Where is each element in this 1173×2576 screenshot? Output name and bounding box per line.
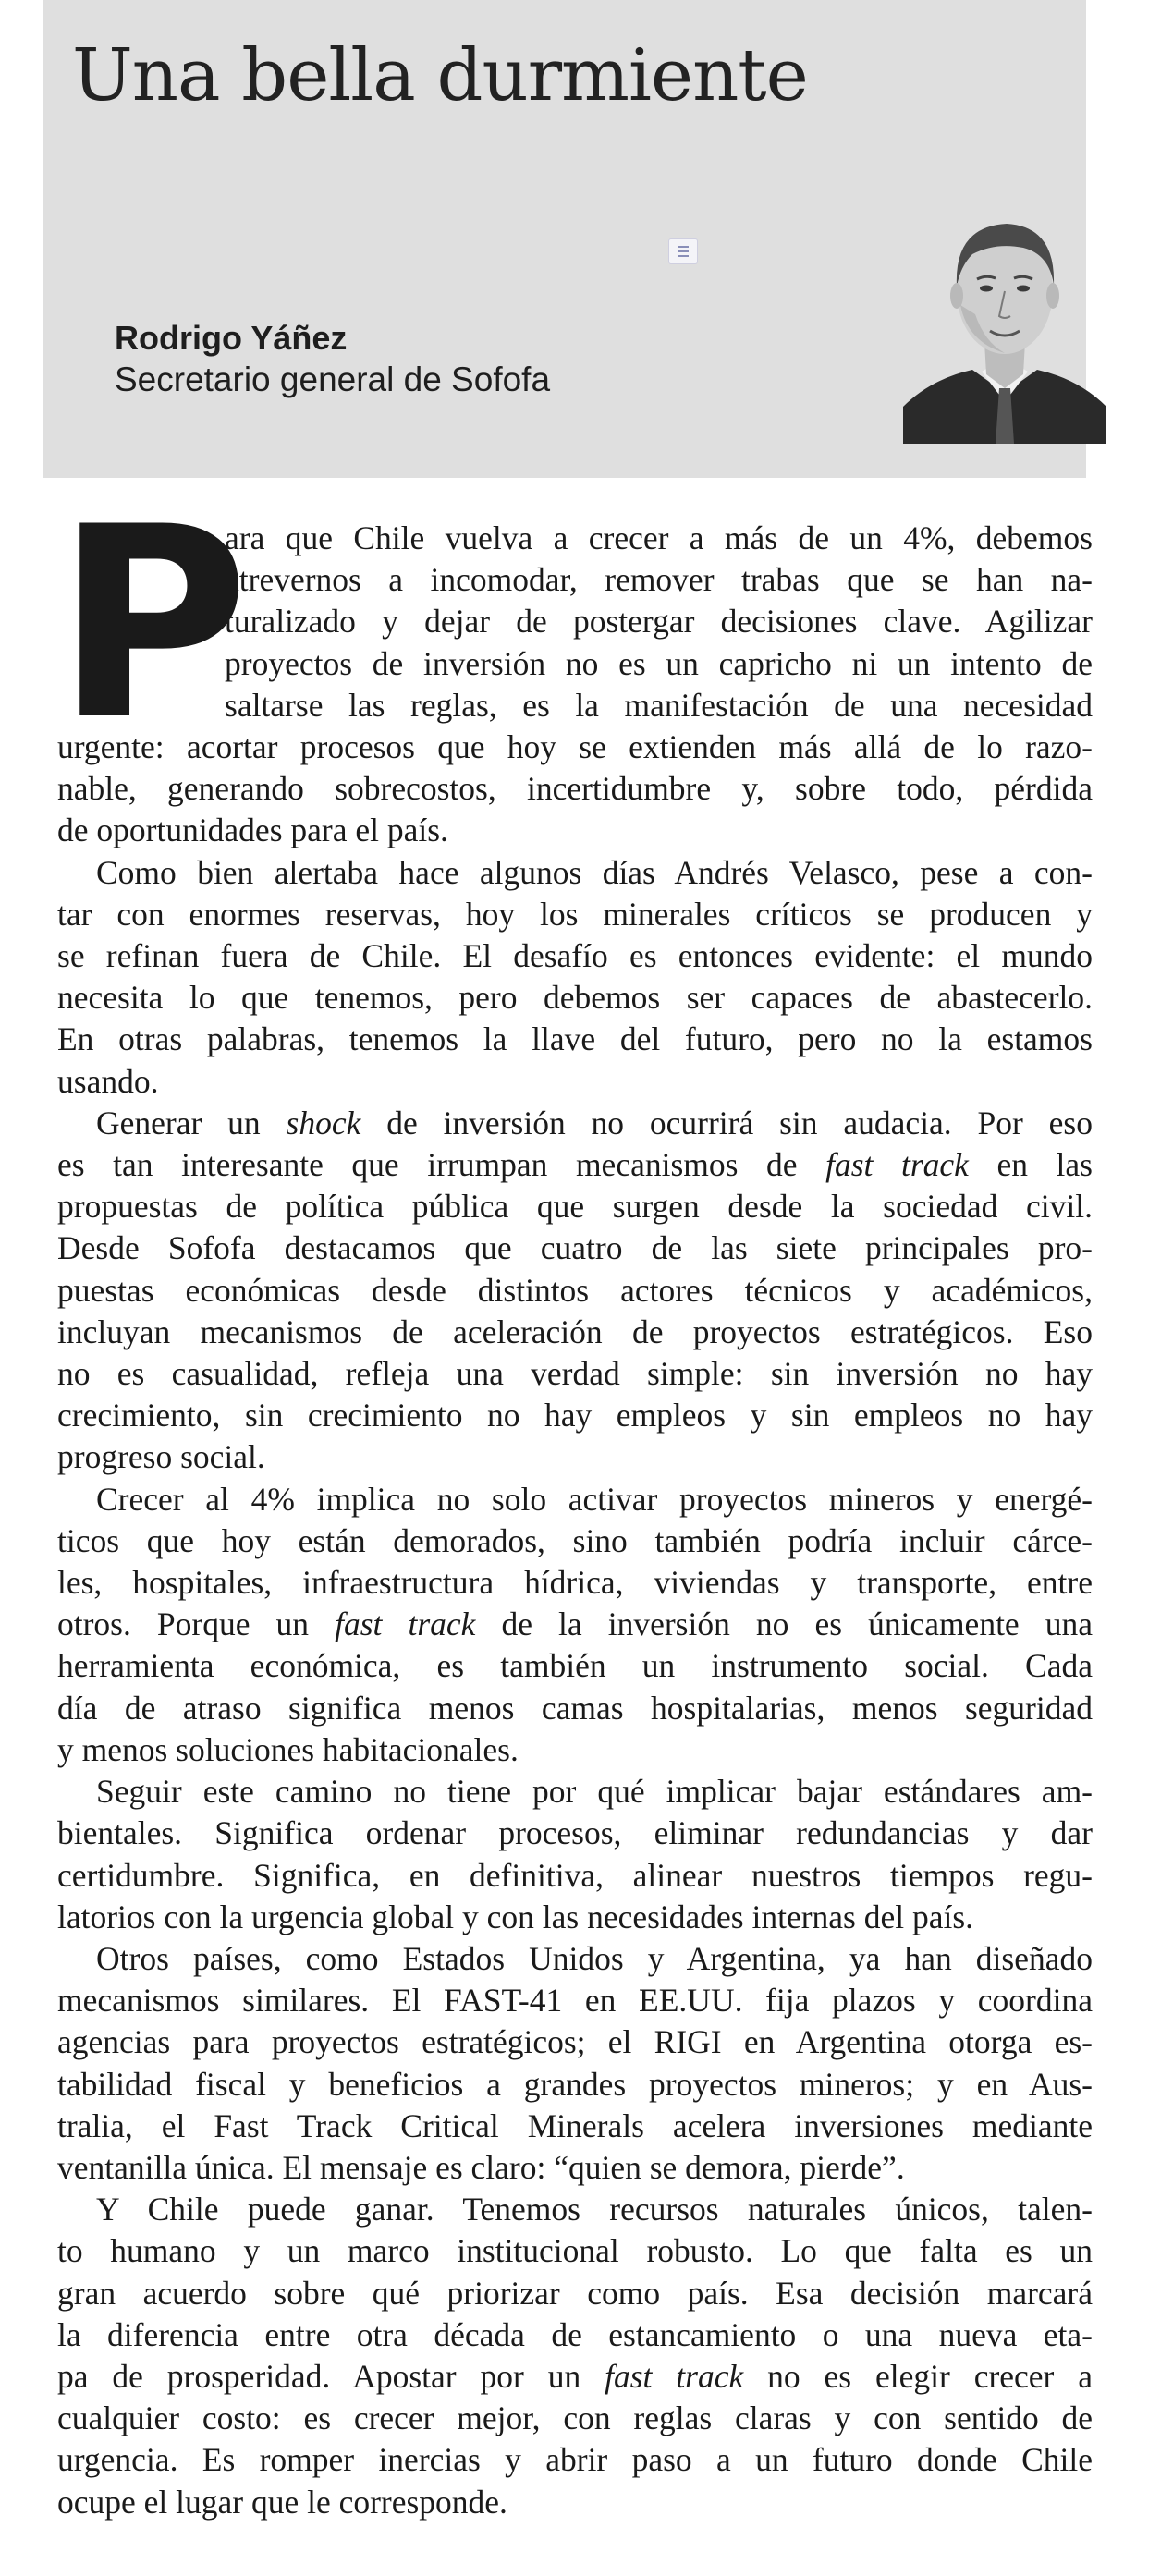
article-line: Otros países, como Estados Unidos y Argentina, ya han diseñado [96, 1939, 1093, 1977]
author-role: Secretario general de Sofofa [115, 360, 551, 398]
article-line: necesita lo que tenemos, pero debemos ser capaces de abastecerlo. [57, 979, 1093, 1017]
article-line: pa de prosperidad. Apostar por un fast track no es elegir crecer a [57, 2357, 1094, 2395]
article-line: ventanilla única. El mensaje es claro: “quien se demora, pierde”. [57, 2148, 905, 2186]
author-name: Rodrigo Yáñez [115, 319, 348, 357]
article-line: tabilidad fiscal y beneficios a grandes proyectos mineros; y en Aus- [57, 2065, 1093, 2103]
article-line: saltarse las reglas, es la manifestación de una necesidad [225, 686, 1093, 724]
article-line: incluyan mecanismos de aceleración de proyectos estratégicos. Eso [57, 1312, 1093, 1350]
article-line: otros. Porque un fast track de la inversión no es únicamente una [57, 1605, 1093, 1643]
article-line: día de atraso significa menos camas hospitalarias, menos seguridad [57, 1689, 1093, 1727]
article-line: ocupe el lugar que le corresponde. [57, 2483, 507, 2521]
article-line: progreso social. [57, 1438, 265, 1476]
article-line: la diferencia entre otra década de estancamiento o una nueva eta- [57, 2315, 1093, 2353]
article-line: les, hospitales, infraestructura hídrica, viviendas y transporte, entre [57, 1564, 1093, 1602]
article-line: y menos soluciones habitacionales. [57, 1730, 519, 1768]
article-line: ticos que hoy están demorados, sino también podría incluir cárce- [57, 1521, 1093, 1559]
article-line: Y Chile puede ganar. Tenemos recursos naturales únicos, talen- [96, 2191, 1093, 2228]
note-icon[interactable] [668, 238, 698, 264]
article-line: atrevernos a incomodar, remover trabas que se han na- [225, 561, 1093, 599]
article-line: se refinan fuera de Chile. El desafío es entonces evidente: el mundo [57, 937, 1093, 975]
article-line: Crecer al 4% implica no solo activar proyectos mineros y energé- [96, 1480, 1093, 1518]
article-line: propuestas de política pública que surgen desde la sociedad civil. [57, 1188, 1093, 1226]
article-title: Una bella durmiente [72, 34, 808, 117]
article-line: de oportunidades para el país. [57, 812, 448, 849]
article-line: herramienta económica, es también un instrumento social. Cada [57, 1647, 1093, 1685]
article-line: mecanismos similares. El FAST-41 en EE.UU. fija plazos y coordina [57, 1982, 1093, 2020]
article-line: usando. [57, 1062, 159, 1100]
article-line: Generar un shock de inversión no ocurrirá sin audacia. Por eso [96, 1104, 1093, 1141]
article-line: cualquier costo: es crecer mejor, con reglas claras y con sentido de [57, 2399, 1093, 2437]
article-line: es tan interesante que irrumpan mecanismos de fast track en las [57, 1146, 1093, 1184]
article-line: gran acuerdo sobre qué priorizar como país. Esa decisión marcará [57, 2274, 1093, 2312]
article-line: puestas económicas desde distintos actores técnicos y académicos, [57, 1271, 1093, 1309]
drop-cap-letter [55, 471, 250, 778]
article-line: crecimiento, sin crecimiento no hay empleos y sin empleos no hay [57, 1397, 1093, 1435]
author-portrait [903, 203, 1106, 444]
article-line: urgente: acortar procesos que hoy se extienden más allá de lo razo- [57, 728, 1093, 766]
article-line: nable, generando sobrecostos, incertidumbre y, sobre todo, pérdida [57, 770, 1093, 808]
article-line: Como bien alertaba hace algunos días Andrés Velasco, pese a con- [96, 853, 1093, 891]
article-line: turalizado y dejar de postergar decisiones clave. Agilizar [225, 603, 1093, 641]
article-line: to humano y un marco institucional robusto. Lo que falta es un [57, 2232, 1093, 2270]
article-line: tar con enormes reservas, hoy los minerales críticos se producen y [57, 895, 1093, 933]
article-body [55, 471, 1094, 2523]
article-line: En otras palabras, tenemos la llave del futuro, pero no la estamos [57, 1020, 1093, 1058]
article-line: ara que Chile vuelva a crecer a más de un 4%, debemos [225, 519, 1093, 556]
article-line: tralia, el Fast Track Critical Minerals acelera inversiones mediante [57, 2106, 1093, 2144]
drop-cap-text: P [55, 471, 250, 778]
article-line: agencias para proyectos estratégicos; el RIGI en Argentina otorga es- [57, 2023, 1093, 2061]
article-line: urgencia. Es romper inercias y abrir paso a un futuro donde Chile [57, 2441, 1093, 2479]
article-line: certidumbre. Significa, en definitiva, alinear nuestros tiempos regu- [57, 1856, 1093, 1894]
article-line: no es casualidad, refleja una verdad simple: sin inversión no hay [57, 1355, 1093, 1393]
article-line: bientales. Significa ordenar procesos, eliminar redundancias y dar [57, 1814, 1093, 1852]
article-line: latorios con la urgencia global y con las necesidades internas del país. [57, 1898, 974, 1935]
article-line: Desde Sofofa destacamos que cuatro de las siete principales pro- [57, 1229, 1093, 1267]
article-line: proyectos de inversión no es un capricho ni un intento de [225, 644, 1093, 682]
article-line: Seguir este camino no tiene por qué implicar bajar estándares am- [96, 1773, 1093, 1811]
